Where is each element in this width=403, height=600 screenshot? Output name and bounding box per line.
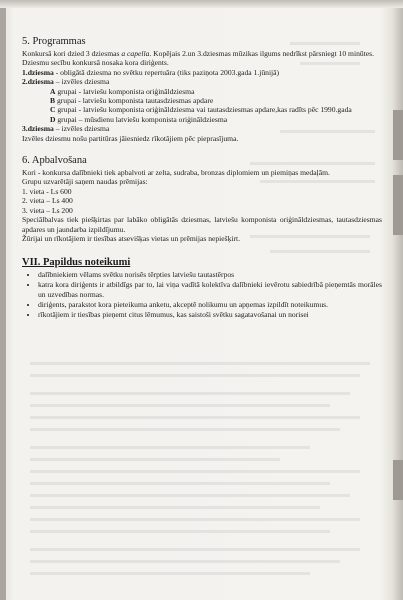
awards-paragraph: Kori - konkursa dalībnieki tiek apbalvoti ar zelta, sudraba, bronzas diplomiem un piemiņas medaļām. <box>22 168 330 178</box>
intro-italic: a capella <box>121 49 150 58</box>
section-title: VII. Papildus noteikumi <box>22 257 131 269</box>
binder-tab <box>393 460 403 500</box>
group-letter: A <box>50 86 56 96</box>
group-text: grupai - latviešu komponista oriģināldziesma vai tautasdziesmas apdare,kas radīts pēc 1990.gada <box>55 105 352 115</box>
group-item <box>22 105 382 114</box>
song-1-label: 1.dziesma <box>22 67 54 77</box>
scan-left-shadow <box>0 0 6 600</box>
intro-text-2: . Kopējais 2.un 3.dziesmas mūzikas ilgums nedrīkst pārsniegt 10 minūtes. Dziesmu secību konkursā nosaka kora diriģents. <box>22 49 374 68</box>
song-3-label: 3.dziesma <box>22 124 54 134</box>
group-letter: C <box>50 105 56 115</box>
group-text: grupai - latviešu komponista oriģināldziesma <box>55 86 195 96</box>
rules-list <box>22 270 382 319</box>
song-1-text: - obligātā dziesma no svētku repertuāra (tiks paziņota 2003.gada 1.jūnijā) <box>53 67 280 77</box>
song-3 <box>22 124 382 133</box>
group-letter: D <box>50 114 56 124</box>
spacer <box>22 143 382 155</box>
song-2-label: 2.dziesma <box>22 77 54 87</box>
prize-item: 3. vieta – Ls 200 <box>22 205 73 215</box>
group-item <box>22 96 382 105</box>
spacer <box>22 243 382 257</box>
scores-note: Izvēles dziesmu nošu partitūras jāiesniedz rīkotājiem pēc pieprasījuma. <box>22 133 239 143</box>
binder-tab <box>393 175 403 235</box>
song-2-text: – izvēles dziesma <box>53 77 110 87</box>
section-papildus-noteikumi <box>22 257 382 319</box>
special-awards-paragraph: Speciālbalvas tiek piešķirtas par labāko obligātās dziesmas, latviešu komponista oriģināldziesmas, tautasdziesmas apdares un jaundarba izpildījumu. <box>22 215 382 234</box>
prize-item: 1. vieta - Ls 600 <box>22 186 72 196</box>
scan-top-edge <box>0 0 403 8</box>
group-item <box>22 115 382 124</box>
document-page <box>22 36 382 319</box>
binder-tab <box>393 110 403 160</box>
section-title: 6. Apbalvošana <box>22 155 87 167</box>
section-programmas <box>22 36 382 143</box>
section-title: 5. Programmas <box>22 36 86 47</box>
group-letter: B <box>50 96 56 106</box>
jury-rights-paragraph: Žūrijai un rīkotājiem ir tiesības atsevišķas vietas un prēmijas nepiešķirt. <box>22 233 241 243</box>
list-item: • dalībniekiem vēlams svētku norisēs tērpties latviešu tautastērpos <box>38 270 382 280</box>
song-1 <box>22 68 382 77</box>
group-text: grupai - latviešu komponista tautasdziesmas apdare <box>55 96 214 106</box>
section-apbalvosana <box>22 155 382 243</box>
prize-item: 2. vieta – Ls 400 <box>22 196 73 206</box>
list-item: • katra kora diriģents ir atbildīgs par to, lai viņa vadītā kolektīva dalībnieki ievērotu sabiedrībā pieņemtās morāles un uzvedības normas. <box>38 280 382 300</box>
intro-paragraph <box>22 49 382 68</box>
group-text: grupai – mūsdienu latviešu komponista oriģināldziesma <box>55 114 228 124</box>
list-item: • diriģents, parakstot kora pieteikuma anketu, akceptē nolikumu un apņemas izpildīt noteikumus. <box>38 300 382 310</box>
song-3-text: – izvēles dziesma <box>53 124 110 134</box>
song-2 <box>22 77 382 86</box>
intro-text: Konkursā kori dzied 3 dziesmas <box>22 49 122 58</box>
group-item <box>22 87 382 96</box>
prizes-intro: Grupu uzvarētāji saņem naudas prēmijas: <box>22 177 148 187</box>
list-item: • rīkotājiem ir tiesības pieņemt citus lēmumus, kas saistoši svētku sagatavošanai un norisei <box>38 310 382 320</box>
